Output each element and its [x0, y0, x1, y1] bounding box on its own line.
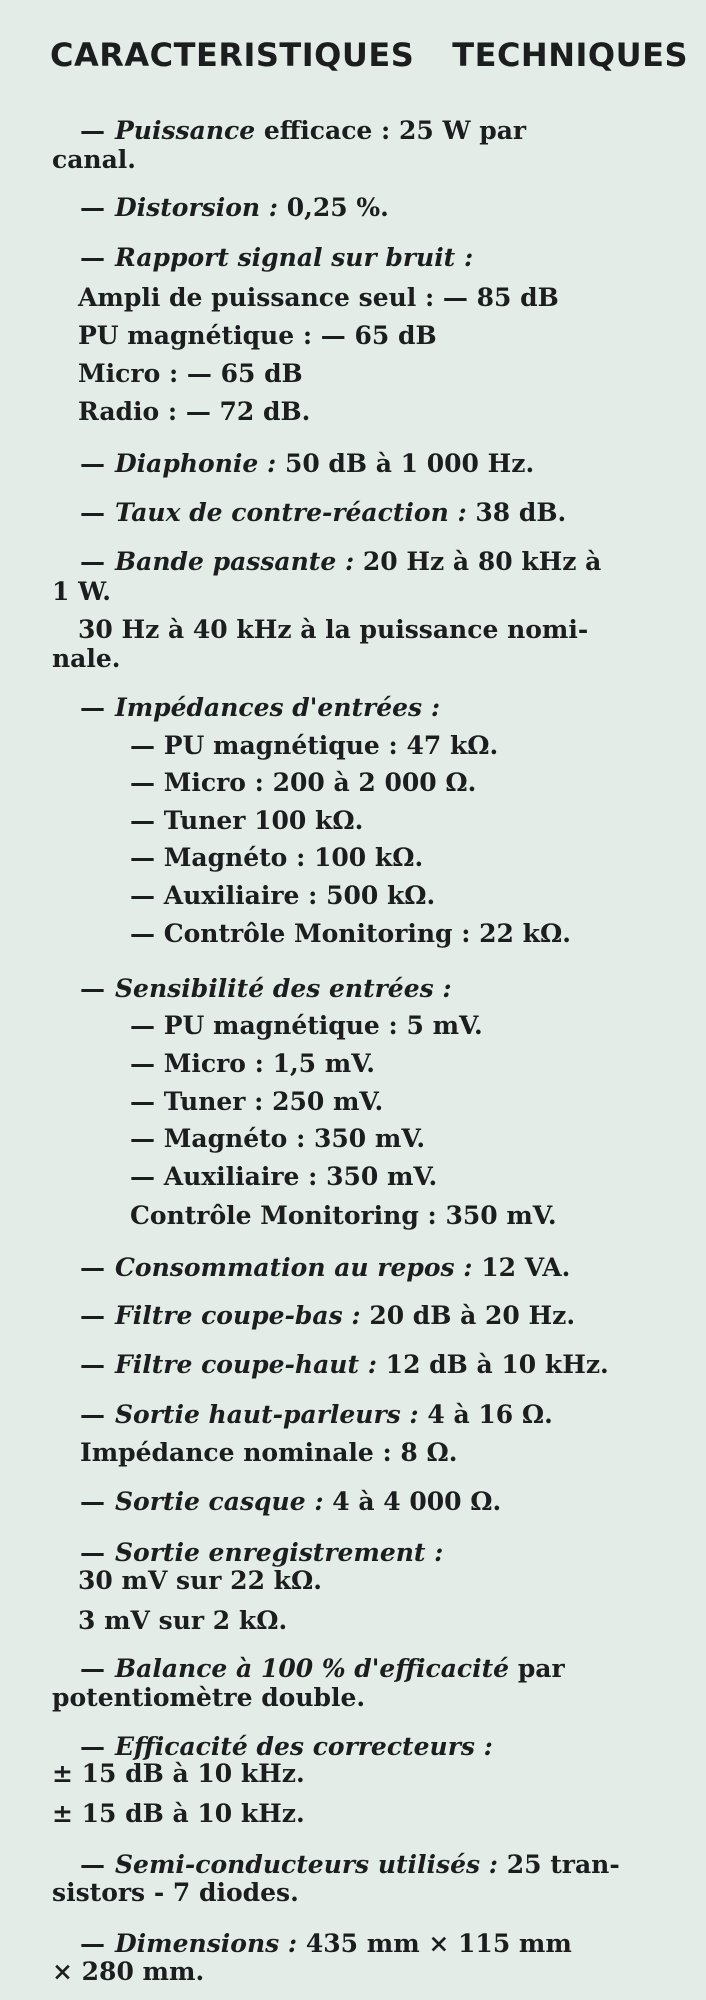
- spec-taux: — Taux de contre-réaction : 38 dB.: [80, 498, 567, 527]
- spec-bande-cont: 1 W.: [52, 577, 111, 606]
- spec-sortie-enr-line: 30 mV sur 22 kΩ.: [78, 1566, 322, 1595]
- spec-impedances-line: — Tuner 100 kΩ.: [130, 806, 364, 835]
- spec-balance-cont: potentiomètre double.: [52, 1683, 366, 1712]
- spec-sensibilite-line: — Tuner : 250 mV.: [130, 1087, 384, 1116]
- spec-semi: — Semi-conducteurs utilisés : 25 tran-: [80, 1850, 620, 1879]
- spec-efficacite: — Efficacité des correcteurs :: [80, 1732, 493, 1761]
- spec-consommation: — Consommation au repos : 12 VA.: [80, 1253, 571, 1282]
- spec-rapport: — Rapport signal sur bruit :: [80, 243, 474, 272]
- spec-balance: — Balance à 100 % d'efficacité par: [80, 1654, 565, 1683]
- spec-sortie-casque: — Sortie casque : 4 à 4 000 Ω.: [80, 1487, 502, 1516]
- spec-rapport-line: Radio : — 72 dB.: [78, 397, 311, 426]
- spec-dimensions: — Dimensions : 435 mm × 115 mm: [80, 1929, 572, 1958]
- spec-sortie-hp-line: Impédance nominale : 8 Ω.: [80, 1438, 458, 1467]
- spec-bande-line: nale.: [52, 644, 121, 673]
- spec-impedances-line: — PU magnétique : 47 kΩ.: [130, 731, 499, 760]
- spec-impedances-line: — Contrôle Monitoring : 22 kΩ.: [130, 919, 571, 948]
- spec-impedances: — Impédances d'entrées :: [80, 693, 441, 722]
- spec-rapport-line: Ampli de puissance seul : — 85 dB: [78, 283, 559, 312]
- spec-sortie-enr-line: 3 mV sur 2 kΩ.: [78, 1606, 288, 1635]
- spec-dimensions-cont: × 280 mm.: [52, 1957, 205, 1986]
- spec-puissance-cont: canal.: [52, 145, 136, 174]
- spec-impedances-line: — Magnéto : 100 kΩ.: [130, 843, 424, 872]
- spec-bande: — Bande passante : 20 Hz à 80 kHz à: [80, 547, 602, 576]
- spec-rapport-line: Micro : — 65 dB: [78, 359, 303, 388]
- spec-efficacite-line: ± 15 dB à 10 kHz.: [52, 1759, 305, 1788]
- spec-sensibilite: — Sensibilité des entrées :: [80, 974, 452, 1003]
- spec-diaphonie: — Diaphonie : 50 dB à 1 000 Hz.: [80, 449, 535, 478]
- page-title: CARACTERISTIQUES TECHNIQUES: [50, 36, 688, 74]
- spec-sensibilite-line: — Magnéto : 350 mV.: [130, 1124, 426, 1153]
- spec-sortie-hp: — Sortie haut-parleurs : 4 à 16 Ω.: [80, 1400, 553, 1429]
- spec-sensibilite-line: — Micro : 1,5 mV.: [130, 1049, 375, 1078]
- spec-semi-cont: sistors - 7 diodes.: [52, 1878, 299, 1907]
- spec-impedances-line: — Auxiliaire : 500 kΩ.: [130, 881, 436, 910]
- spec-filtre-haut: — Filtre coupe-haut : 12 dB à 10 kHz.: [80, 1350, 609, 1379]
- spec-impedances-line: — Micro : 200 à 2 000 Ω.: [130, 768, 477, 797]
- spec-bande-line: 30 Hz à 40 kHz à la puissance nomi-: [78, 615, 589, 644]
- spec-sensibilite-line: — PU magnétique : 5 mV.: [130, 1011, 483, 1040]
- spec-distorsion: — Distorsion : 0,25 %.: [80, 193, 389, 222]
- spec-rapport-line: PU magnétique : — 65 dB: [78, 321, 437, 350]
- spec-puissance: — Puissance efficace : 25 W par: [80, 116, 527, 145]
- spec-filtre-bas: — Filtre coupe-bas : 20 dB à 20 Hz.: [80, 1301, 576, 1330]
- spec-sensibilite-line: — Auxiliaire : 350 mV.: [130, 1162, 438, 1191]
- spec-efficacite-line: ± 15 dB à 10 kHz.: [52, 1799, 305, 1828]
- spec-sortie-enr: — Sortie enregistrement :: [80, 1538, 444, 1567]
- spec-sensibilite-line: Contrôle Monitoring : 350 mV.: [130, 1201, 557, 1230]
